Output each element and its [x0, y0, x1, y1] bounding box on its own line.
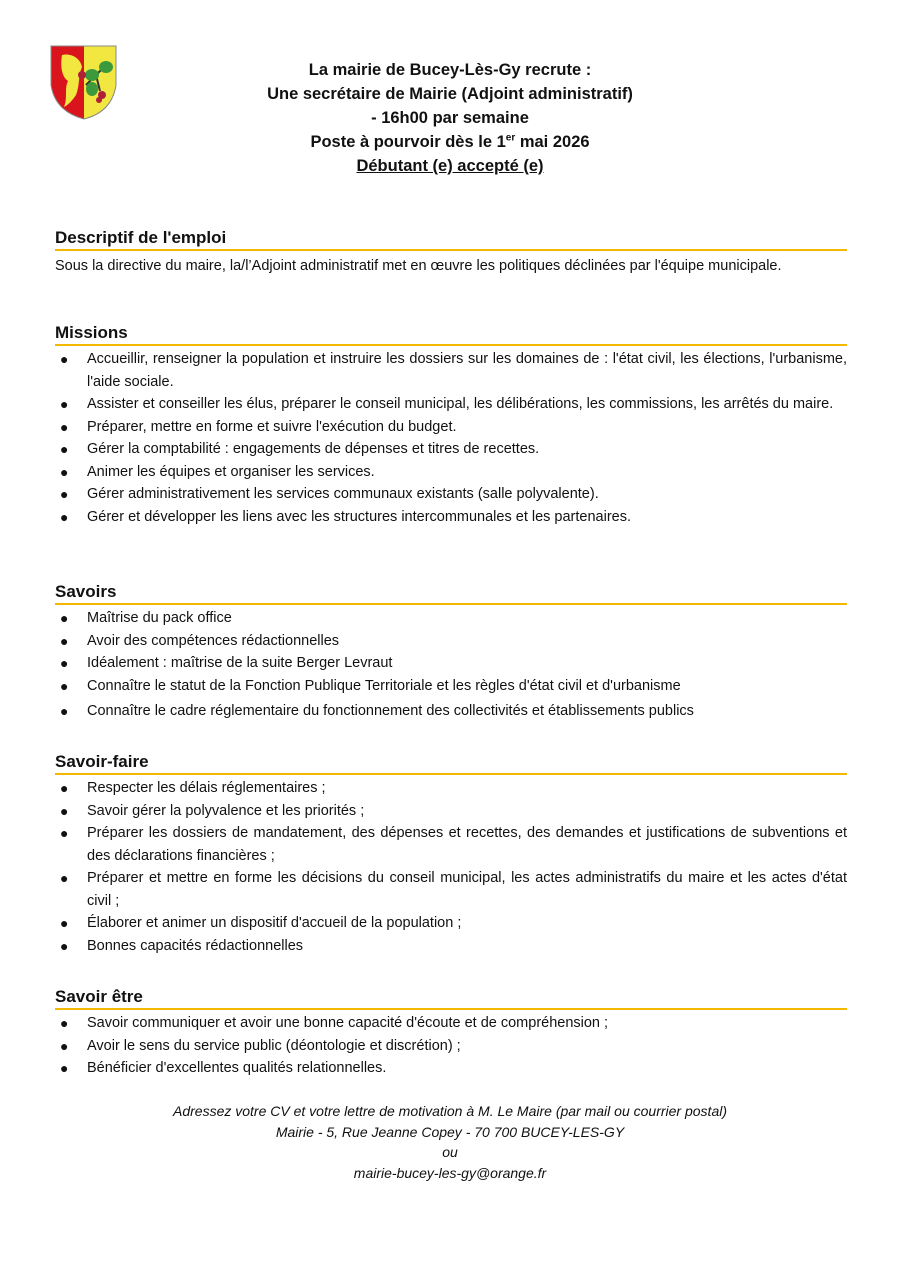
- bullet-icon: ●: [60, 1060, 69, 1076]
- bullet-icon: ●: [60, 937, 69, 954]
- list-item: ● Accueillir, renseigner la population et instruire les dossiers sur les domaines de : l'état civil, les élections, l'urbanisme, l'aide sociale.: [55, 348, 847, 393]
- bullet-icon: ●: [60, 418, 69, 435]
- list-item: ● Préparer et mettre en forme les décisions du conseil municipal, les actes administratifs du maire et les actes d'état civil ;: [55, 867, 847, 912]
- list-item: ● Élaborer et animer un dispositif d'accueil de la population ;: [55, 912, 847, 935]
- section-savoir-etre: [55, 985, 847, 1080]
- bullet-icon: ●: [60, 463, 69, 480]
- list-item: ● Avoir le sens du service public (déontologie et discrétion) ;: [55, 1035, 847, 1058]
- bullet-icon: ●: [60, 508, 69, 525]
- bullet-icon: ●: [60, 802, 69, 819]
- list-item: ● Gérer administrativement les services communaux existants (salle polyvalente).: [55, 483, 847, 506]
- bullet-icon: ●: [60, 396, 69, 412]
- header-line-3: - 16h00 par semaine: [371, 109, 529, 127]
- bullet-icon: ●: [60, 703, 69, 719]
- list-item: ● Préparer, mettre en forme et suivre l'exécution du budget.: [55, 416, 847, 439]
- section-title: Savoirs: [55, 580, 847, 605]
- bullet-icon: ●: [60, 441, 69, 457]
- ordinal-suffix: er: [505, 132, 516, 144]
- savoir-etre-list: [55, 1012, 847, 1080]
- list-item: ● Savoir gérer la polyvalence et les priorités ;: [55, 800, 847, 823]
- section-descriptif: [55, 226, 847, 277]
- list-item: ● Idéalement : maîtrise de la suite Berger Levraut: [55, 652, 847, 675]
- footer-line-1: Adressez votre CV et votre lettre de motivation à M. Le Maire (par mail ou courrier postal): [173, 1103, 727, 1119]
- list-item: ● Gérer et développer les liens avec les structures intercommunales et les partenaires.: [55, 506, 847, 529]
- footer-or: ou: [442, 1144, 458, 1160]
- list-item: ● Maîtrise du pack office: [55, 607, 847, 630]
- list-item: ● Assister et conseiller les élus, préparer le conseil municipal, les délibérations, les commissions, les arrêtés du maire.: [55, 393, 847, 416]
- bullet-icon: ●: [60, 825, 69, 841]
- section-savoir-faire: [55, 750, 847, 957]
- job-posting-header: [150, 58, 750, 178]
- list-item: ● Avoir des compétences rédactionnelles: [55, 630, 847, 653]
- list-item: ● Animer les équipes et organiser les services.: [55, 461, 847, 484]
- header-line-2: Une secrétaire de Mairie (Adjoint administratif): [267, 85, 633, 103]
- section-title: Savoir-faire: [55, 750, 847, 775]
- bullet-icon: ●: [60, 632, 69, 649]
- bullet-icon: ●: [60, 610, 69, 626]
- header-line-5: Débutant (e) accepté (e): [356, 157, 544, 175]
- bullet-icon: ●: [60, 677, 69, 694]
- bullet-icon: ●: [60, 655, 69, 671]
- section-title: Descriptif de l'emploi: [55, 226, 847, 251]
- list-item: ● Bénéficier d'excellentes qualités relationnelles.: [55, 1057, 847, 1080]
- section-title: Savoir être: [55, 985, 847, 1010]
- bullet-icon: ●: [60, 870, 69, 886]
- list-item: ● Respecter les délais réglementaires ;: [55, 777, 847, 800]
- coat-of-arms-logo: [50, 45, 117, 120]
- start-date-month: mai 2026: [515, 133, 590, 151]
- bullet-icon: ●: [60, 1037, 69, 1054]
- list-item: ● Gérer la comptabilité : engagements de dépenses et titres de recettes.: [55, 438, 847, 461]
- list-item: ● Connaître le statut de la Fonction Publique Territoriale et les règles d'état civil et d'urbanisme: [55, 675, 847, 698]
- start-date-text: Poste à pourvoir dès le 1: [310, 133, 506, 151]
- section-title: Missions: [55, 321, 847, 346]
- list-item: ● Bonnes capacités rédactionnelles: [55, 935, 847, 958]
- list-item: ● Savoir communiquer et avoir une bonne capacité d'écoute et de compréhension ;: [55, 1012, 847, 1035]
- list-item: ● Préparer les dossiers de mandatement, des dépenses et recettes, des demandes et justifications de subventions et des déclarations financières ;: [55, 822, 847, 867]
- bullet-icon: ●: [60, 486, 69, 502]
- header-line-1: La mairie de Bucey-Lès-Gy recrute :: [308, 61, 592, 79]
- header-line-4: [150, 130, 750, 154]
- savoir-faire-list: [55, 777, 847, 957]
- savoirs-list: [55, 607, 847, 723]
- footer-address: Mairie - 5, Rue Jeanne Copey - 70 700 BUCEY-LES-GY: [275, 1123, 625, 1140]
- section-missions: [55, 321, 847, 528]
- bullet-icon: ●: [60, 915, 69, 931]
- application-instructions: [100, 1101, 800, 1183]
- footer-email[interactable]: mairie-bucey-les-gy@orange.fr: [353, 1164, 547, 1181]
- section-savoirs: [55, 580, 847, 723]
- bullet-icon: ●: [60, 351, 69, 367]
- list-item: ● Connaître le cadre réglementaire du fonctionnement des collectivités et établissements publics: [55, 700, 847, 723]
- bullet-icon: ●: [60, 780, 69, 796]
- section-text: Sous la directive du maire, la/l’Adjoint administratif met en œuvre les politiques déclinées par l'équipe municipale.: [55, 258, 782, 274]
- missions-list: [55, 348, 847, 528]
- bullet-icon: ●: [60, 1015, 69, 1031]
